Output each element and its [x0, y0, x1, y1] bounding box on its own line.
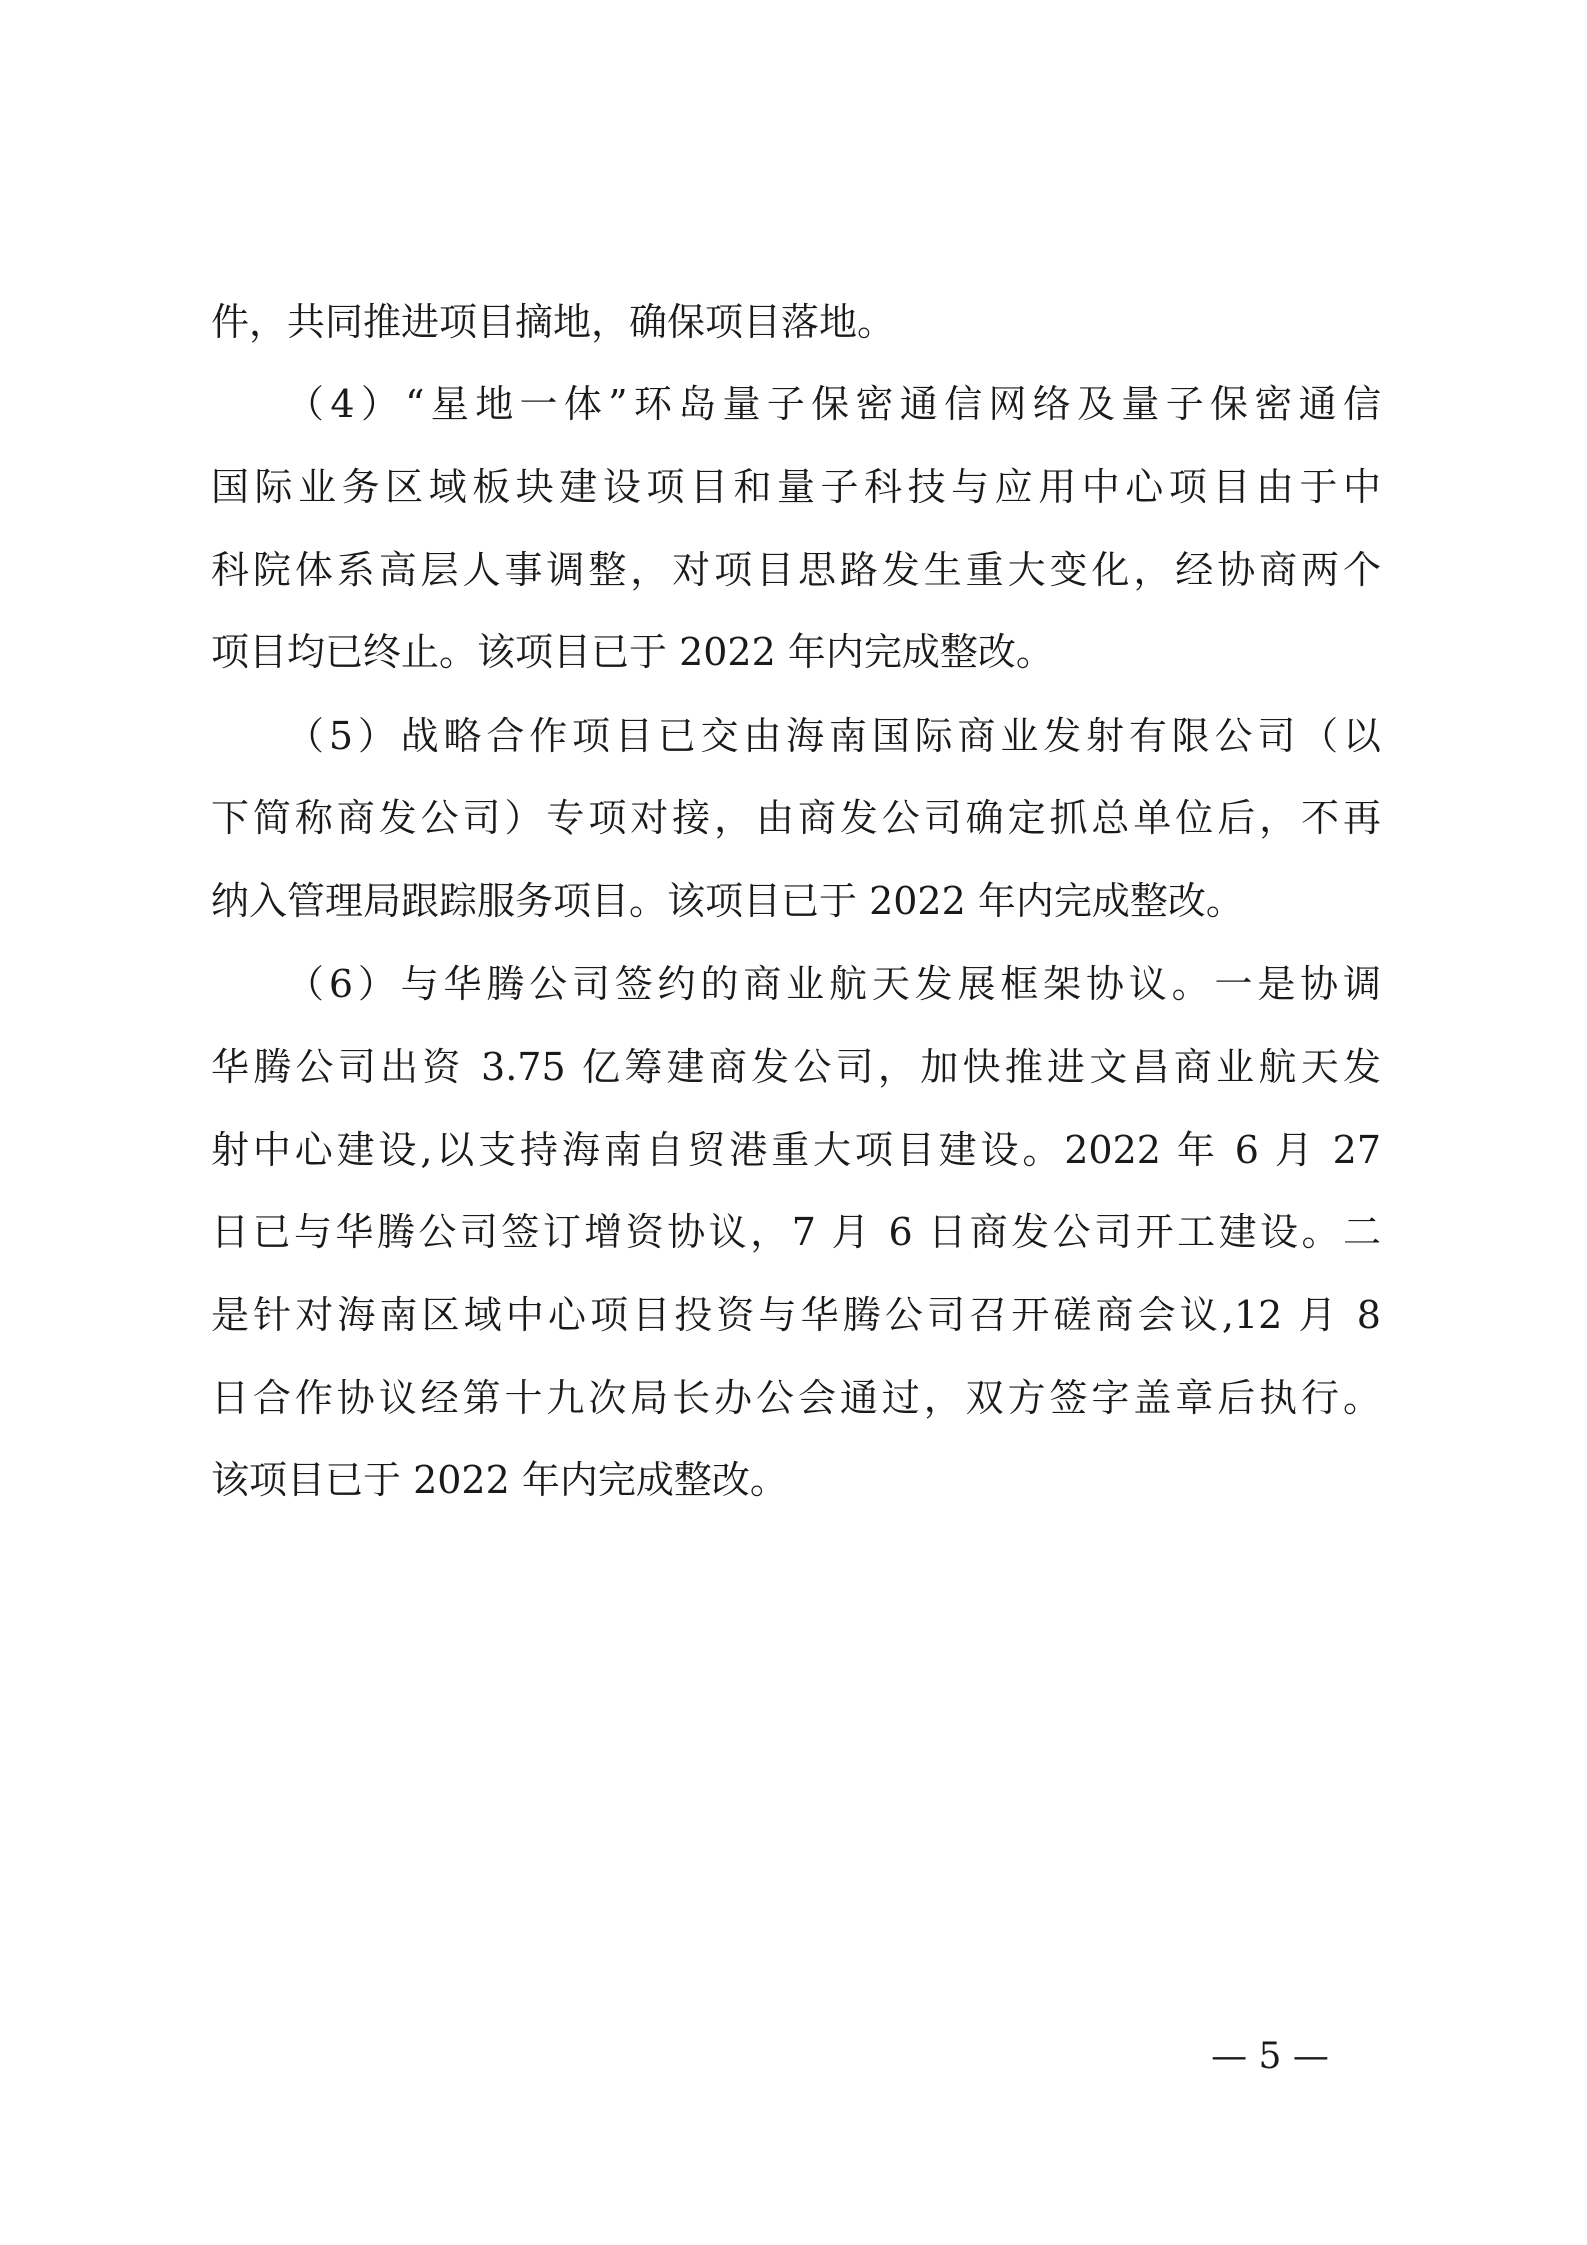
page-number: — 5 — [1211, 2036, 1329, 2077]
paragraph-line: 科院体系高层人事调整，对项目思路发生重大变化，经协商两个 [211, 548, 1381, 592]
paragraph-line: 下简称商发公司）专项对接，由商发公司确定抓总单位后，不再 [211, 796, 1381, 840]
paragraph-line: 该项目已于 2022 年内完成整改。 [211, 1458, 788, 1502]
paragraph-line: 日合作协议经第十九次局长办公会通过，双方签字盖章后执行。 [211, 1376, 1381, 1420]
paragraph-line: 纳入管理局跟踪服务项目。该项目已于 2022 年内完成整改。 [211, 879, 1244, 923]
paragraph-line: 是针对海南区域中心项目投资与华腾公司召开磋商会议,12 月 8 [211, 1293, 1381, 1337]
paragraph-line: 射中心建设,以支持海南自贸港重大项目建设。2022 年 6 月 27 [211, 1128, 1381, 1172]
paragraph-line: 国际业务区域板块建设项目和量子科技与应用中心项目由于中 [211, 465, 1381, 509]
paragraph-line: 华腾公司出资 3.75 亿筹建商发公司，加快推进文昌商业航天发 [211, 1045, 1381, 1089]
paragraph-line: 项目均已终止。该项目已于 2022 年内完成整改。 [211, 630, 1054, 674]
paragraph-line: （6）与华腾公司签约的商业航天发展框架协议。一是协调 [286, 962, 1381, 1006]
paragraph-line: （4）“星地一体”环岛量子保密通信网络及量子保密通信 [286, 382, 1381, 426]
paragraph-line: 日已与华腾公司签订增资协议，7 月 6 日商发公司开工建设。二 [211, 1210, 1381, 1254]
paragraph-line: 件，共同推进项目摘地，确保项目落地。 [211, 300, 896, 344]
paragraph-line: （5）战略合作项目已交由海南国际商业发射有限公司（以 [286, 714, 1381, 758]
